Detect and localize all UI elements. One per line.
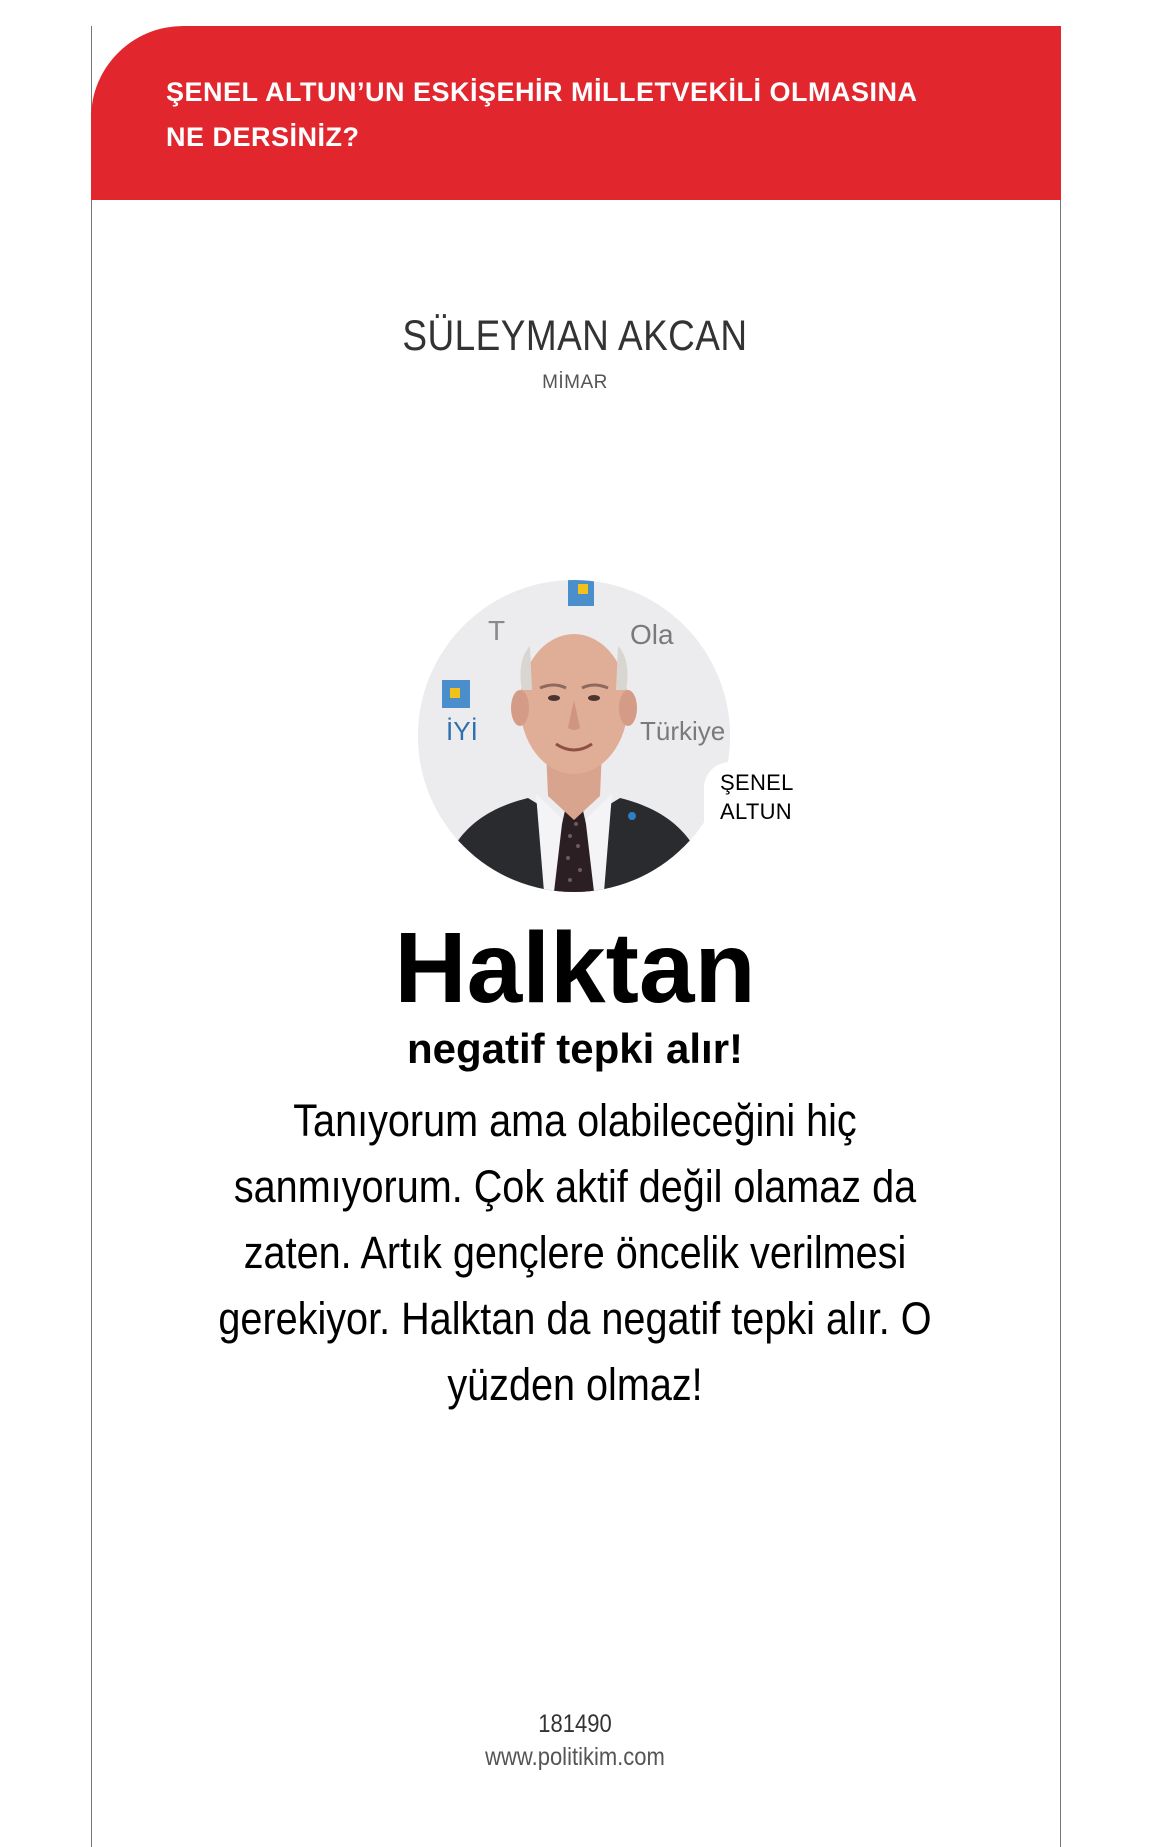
svg-text:T: T: [488, 615, 506, 646]
backdrop-text-ola: Ola: [630, 619, 674, 650]
quote-body: Tanıyorum ama olabileceğini hiç sanmıyorum. Çok aktif değil olamaz da zaten. Artık gençlere öncelik verilmesi gerekiyor. Halktan da negatif tepki alır. O yüzden olmaz!: [218, 1095, 932, 1410]
question-title: ŞENEL ALTUN’UN ESKİŞEHİR MİLLETVEKİLİ OLMASINA NE DERSİNİZ?: [166, 77, 917, 152]
site-url: www.politikim.com: [485, 1743, 665, 1771]
portrait-photo: [418, 580, 730, 892]
subject-name-label: ŞENEL ALTUN: [720, 770, 793, 824]
quote-headline: Halktan: [394, 912, 756, 1024]
post-id: 181490: [538, 1710, 612, 1738]
author-role: MİMAR: [542, 372, 608, 393]
backdrop-text-iyi: İYİ: [446, 716, 478, 746]
author-name: SÜLEYMAN AKCAN: [402, 312, 748, 360]
quote-subheadline: negatif tepki alır!: [406, 1025, 744, 1072]
portrait-illustration: [418, 580, 730, 892]
backdrop-text-turkiye: Türkiye: [640, 716, 726, 746]
